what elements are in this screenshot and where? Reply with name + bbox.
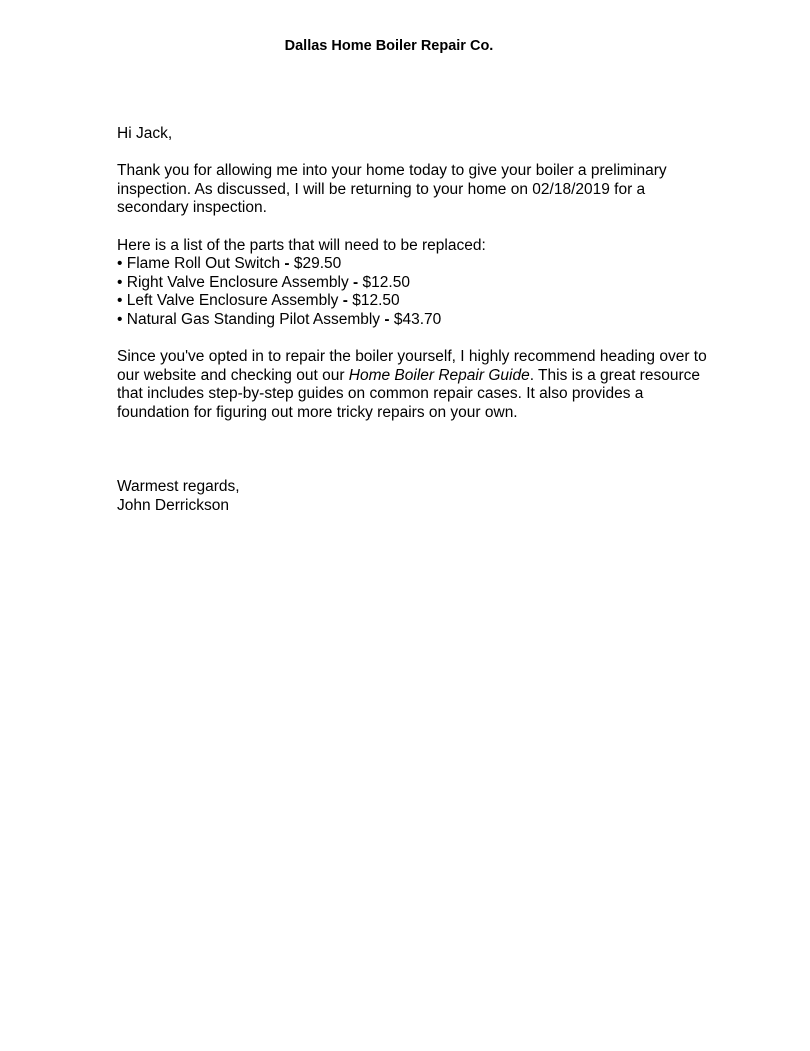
greeting: Hi Jack,	[117, 125, 173, 142]
price-separator: -	[342, 292, 348, 310]
part-price: $12.50	[362, 273, 410, 291]
list-item	[117, 311, 717, 330]
paragraph-spacer	[117, 218, 717, 237]
list-item	[117, 274, 717, 293]
letter-body	[117, 125, 717, 516]
bullet: •	[117, 310, 123, 328]
part-price: $43.70	[393, 310, 442, 328]
bullet: •	[117, 255, 123, 273]
price-separator: -	[284, 255, 290, 273]
recommendation-paragraph	[117, 348, 717, 422]
parts-intro: Here is a list of the parts that will need to be replaced:	[117, 236, 486, 254]
list-item	[117, 292, 717, 311]
bullet: •	[117, 273, 123, 291]
part-price: $12.50	[352, 292, 400, 310]
part-name: Right Valve Enclosure Assembly	[126, 273, 349, 291]
parts-list	[117, 255, 717, 329]
part-name: Left Valve Enclosure Assembly	[126, 292, 339, 310]
recommendation-text-end: . This is a great resource that includes step-by-step guides on common repair cases. It also provides a foundation for figuring out more tricky repairs on your own.	[117, 366, 700, 421]
part-name: Flame Roll Out Switch	[126, 255, 281, 273]
company-name-heading: Dallas Home Boiler Repair Co.	[284, 38, 494, 54]
repair-guide-title: Home Boiler Repair Guide	[348, 366, 530, 384]
part-name: Natural Gas Standing Pilot Assembly	[126, 310, 381, 328]
paragraph-spacer	[117, 330, 717, 349]
recommendation-text-start: Since you've opted in to repair the boiler yourself, I highly recommend heading over to our website and checking out our	[117, 348, 707, 384]
list-item	[117, 255, 717, 274]
price-separator: -	[384, 310, 390, 328]
price-separator: -	[353, 273, 359, 291]
bullet: •	[117, 292, 123, 310]
paragraph-spacer	[117, 144, 717, 163]
paragraph-spacer	[117, 460, 717, 478]
intro-paragraph: Thank you for allowing me into your home today to give your boiler a preliminary inspection. As discussed, I will be returning to your home on 02/18/2019 for a secondary inspection.	[117, 162, 667, 217]
closing: Warmest regards,	[117, 477, 240, 495]
part-price: $29.50	[293, 255, 342, 273]
paragraph-spacer	[117, 423, 717, 460]
signature-name: John Derrickson	[117, 497, 229, 515]
